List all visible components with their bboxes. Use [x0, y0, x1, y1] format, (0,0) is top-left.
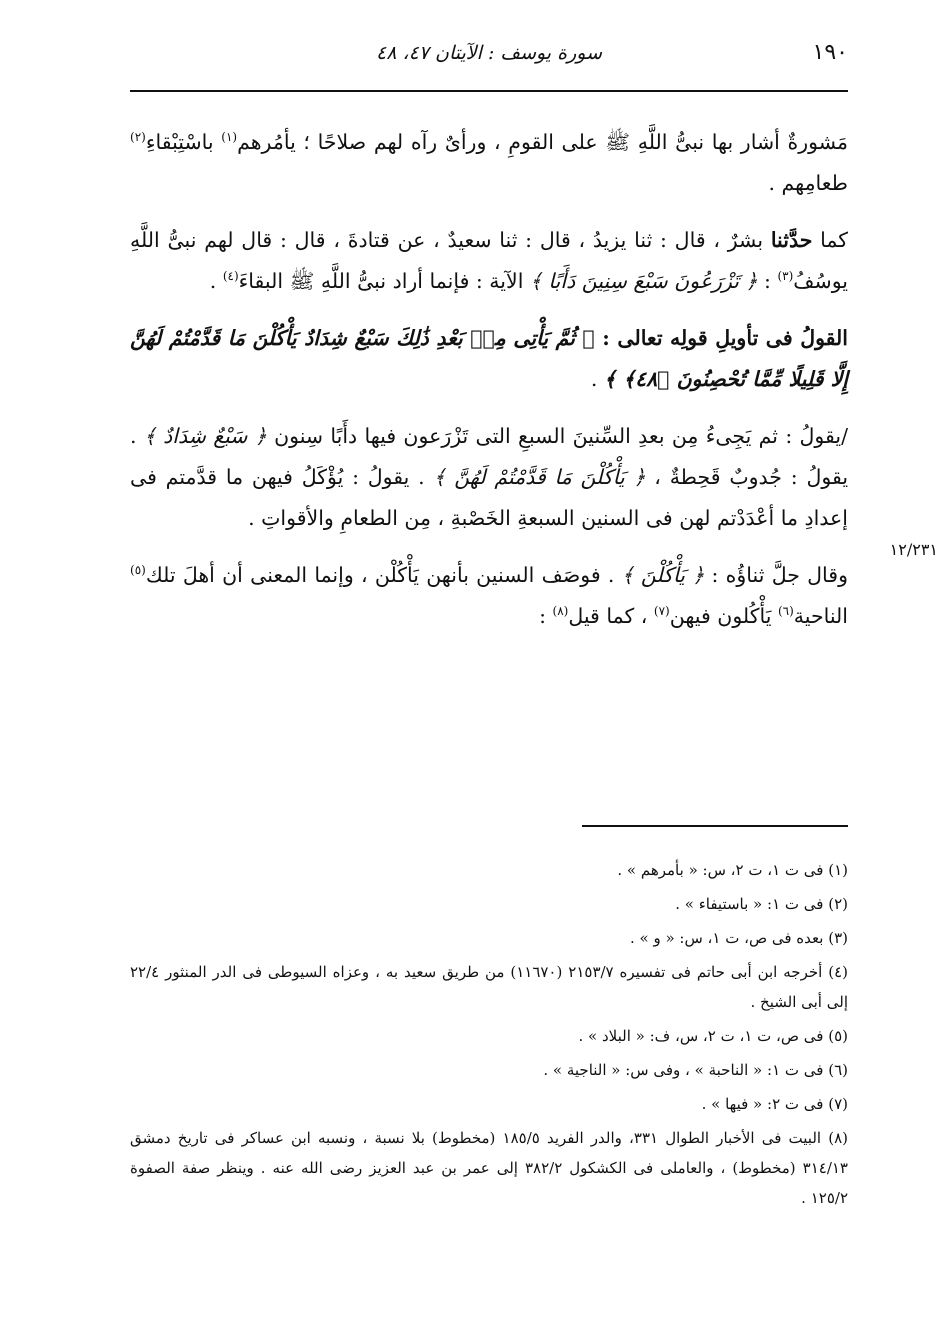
quran-quote: ﴿ تَزْرَعُونَ سَبْعَ سِنِينَ دَأَبًا ﴾ — [529, 269, 758, 293]
paragraph-2 — [130, 220, 848, 302]
text: : — [757, 269, 778, 293]
text: . فوصَف السنين بأنهن يَأْكُلْن ، وإنما المعنى أن أهلَ تلك — [145, 563, 622, 587]
footnote-marker-1: (١) — [221, 130, 238, 145]
footnote: (٣) بعده فى ص، ت ١، س: « و » . — [629, 929, 848, 947]
text: . — [590, 367, 604, 391]
footnote-marker-6: (٦) — [777, 604, 794, 619]
heading-verse: ﴿ ثُمَّ يَأْتِى مِنۢ بَعْدِ ذَٰلِكَ سَبْعٌ شِدَادٌ يَأْكُلْنَ مَا قَدَّمْتُمْ لَهُنَّ إِلَّا قَلِيلًا مِّمَّا تُحْصِنُونَ ﴿٤٨﴾ ﴾ — [130, 326, 848, 391]
text: باسْتِبْقاءِ — [145, 130, 222, 154]
quran-quote: ﴿ سَبْعٌ شِدَادٌ ﴾ — [143, 424, 267, 448]
isnad-keyword: حدَّثنا — [770, 228, 813, 252]
footnote: (٦) فى ت ١: « الناحبة » ، وفى س: « الناجية » . — [543, 1061, 848, 1079]
footnote: (٧) فى ت ٢: « فيها » . — [701, 1095, 848, 1113]
footnote-marker-4: (٤) — [222, 269, 239, 284]
paragraph-4 — [130, 555, 848, 637]
page-header — [130, 38, 848, 78]
footnote: (١) فى ت ١، ت ٢، س: « بأمرهم » . — [617, 861, 848, 879]
text: . — [209, 269, 223, 293]
header-rule — [130, 90, 848, 92]
footnote: (٥) فى ص، ت ١، ت ٢، س، ف: « البلاد » . — [578, 1027, 848, 1045]
text: مَشورةٌ أشار بها نبىُّ اللَّهِ ﷺ على القومِ ، ورأىٌ رآه لهم صلاحًا ؛ يأمُرهم — [237, 130, 848, 154]
text: . يقولُ : جُدوبٌ قَحِطةٌ ، — [130, 424, 849, 489]
footnote-marker-3: (٣) — [777, 269, 794, 284]
running-title: سورة يوسف : الآيتان ٤٧، ٤٨ — [375, 42, 602, 64]
section-heading — [130, 318, 848, 400]
footnote-marker-7: (٧) — [653, 604, 670, 619]
quran-quote: ﴿ يَأْكُلْنَ مَا قَدَّمْتُمْ لَهُنَّ ﴾ — [433, 465, 646, 489]
text: الناحية — [793, 604, 848, 628]
text: ، كما قيل — [568, 604, 654, 628]
footnote: (٤) أخرجه ابن أبى حاتم فى تفسيره ٢١٥٣/٧ (١١٦٧٠) من طريق سعيد به ، وعزاه السيوطى فى الدر المنثور ٢٢/٤ إلى أبى الشيخ . — [130, 963, 848, 1011]
footnote-marker-2: (٢) — [130, 130, 146, 145]
text: بشرٌ ، قال : ثنا يزيدُ ، قال : ثنا سعيدٌ ، عن قتادةَ ، قال : قال لهم نبىُّ اللَّهِ يوسُفُ — [130, 228, 848, 293]
text: يَأْكُلون فيهن — [669, 604, 778, 628]
quran-quote: ﴿ يَأْكُلْنَ ﴾ — [621, 563, 705, 587]
paragraph-3 — [130, 416, 848, 539]
text: : — [539, 604, 553, 628]
page-number: ١٩٠ — [812, 40, 848, 65]
footnote: (٨) البيت فى الأخبار الطوال ٣٣١، والدر الفريد ١٨٥/٥ (مخطوط) بلا نسبة ، ونسبه ابن عساكر فى تاريخ دمشق ٣١٤/١٣ (مخطوط) ، والعاملى فى الكشكول ٣٨٢/٢ إلى عمر بن عبد العزيز رضى الله عنه . وينظر صفة الصفوة ١٢٥/٢ . — [130, 1129, 848, 1207]
heading-label: القولُ فى تأويلِ قولِه تعالى : — [594, 326, 848, 350]
footnote-separator — [582, 825, 848, 827]
main-text — [130, 122, 848, 637]
text: وقال جلَّ ثناؤُه : — [704, 563, 848, 587]
text: طعامِهم . — [768, 171, 848, 195]
text: . يقولُ : يُؤْكَلُ فيهن ما قدَّمتم فى إعدادِ ما أعْدَدْتم لهن فى السنين السبعةِ الخَصْبةِ ، مِن الطعامِ والأقواتِ . — [130, 465, 848, 530]
footnotes — [130, 855, 848, 1217]
footnote: (٢) فى ت ١: « باستيفاء » . — [675, 895, 848, 913]
margin-reference: ١٢/٢٣١ — [889, 540, 938, 559]
text: /يقولُ : ثم يَجِىءُ مِن بعدِ السِّنينَ السبعِ التى تَزْرَعون فيها دأَبًا سِنون — [266, 424, 848, 448]
text: كما — [812, 228, 849, 252]
footnote-marker-8: (٨) — [552, 604, 569, 619]
footnote-marker-5: (٥) — [130, 563, 146, 578]
paragraph-1 — [130, 122, 848, 204]
text: الآية : فإنما أراد نبىُّ اللَّهِ ﷺ البقاءَ — [238, 269, 530, 293]
